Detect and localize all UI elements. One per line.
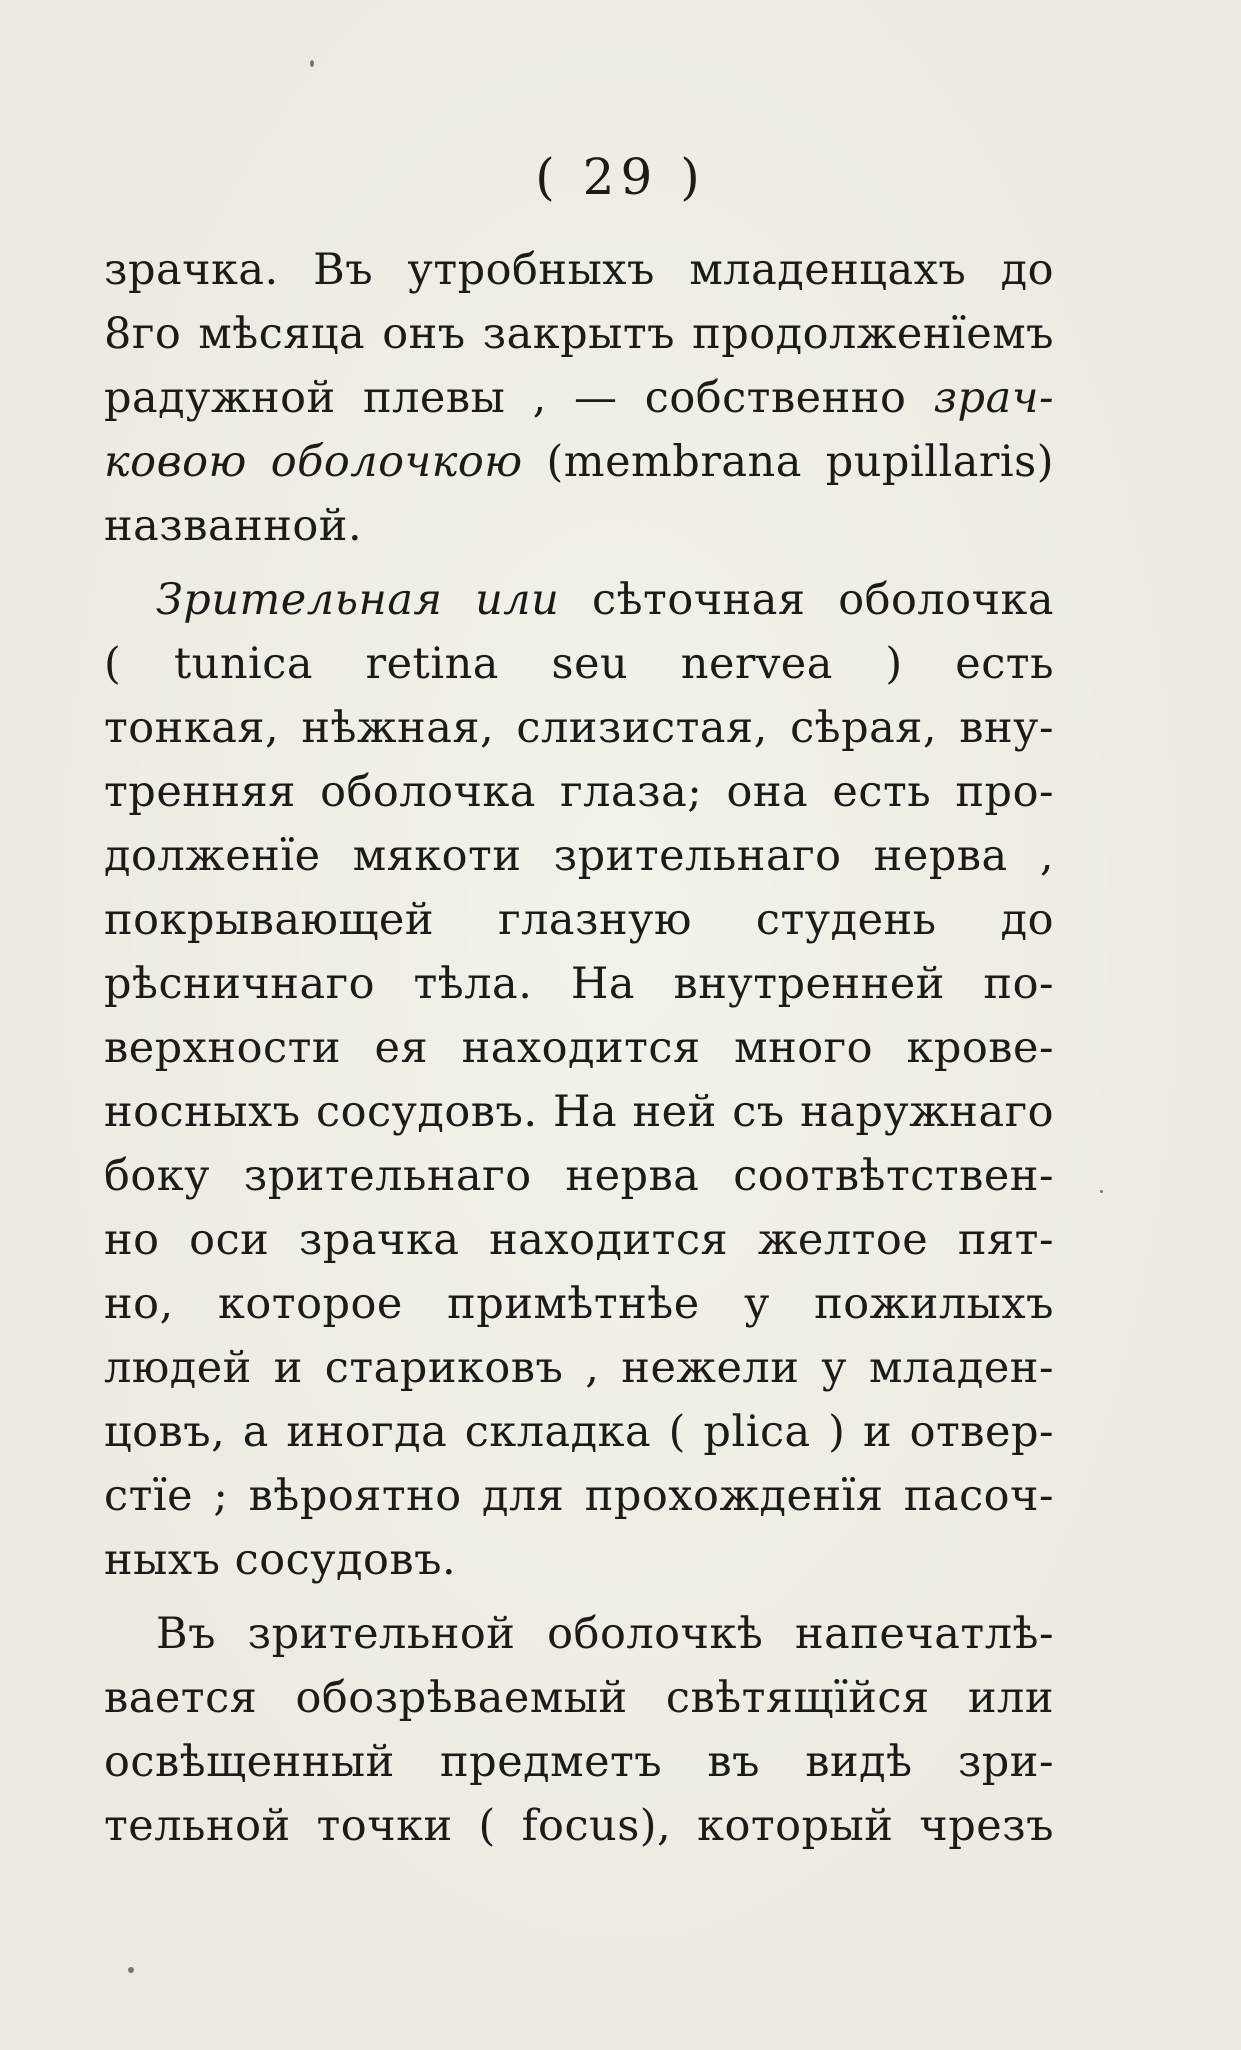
text-line: верхности ея находится много крове- bbox=[104, 1023, 1054, 1073]
paper-speck bbox=[310, 60, 314, 67]
italic-term: Зрительная или bbox=[156, 575, 560, 625]
text-line: тельной точки ( focus), который чрезъ bbox=[104, 1801, 1054, 1851]
italic-term: ковою оболочкою bbox=[104, 437, 523, 487]
paper-speck bbox=[1100, 1190, 1103, 1193]
text-line: ( tunica retina seu nervea ) есть bbox=[104, 639, 1054, 689]
text-line: стїе ; вѣроятно для прохожденїя пасоч- bbox=[104, 1471, 1054, 1521]
text-line: тренняя оболочка глаза; она есть про- bbox=[104, 767, 1054, 817]
text-line: тонкая, нѣжная, слизистая, сѣрая, вну- bbox=[104, 703, 1054, 753]
text-line: освѣщенный предметъ въ видѣ зри- bbox=[104, 1737, 1054, 1787]
text-line: боку зрительнаго нерва соотвѣтствен- bbox=[104, 1151, 1054, 1201]
text-line: носныхъ сосудовъ. На ней съ наружнаго bbox=[104, 1087, 1054, 1137]
body-text bbox=[104, 238, 1054, 1858]
text-line: покрывающей глазную студень до bbox=[104, 895, 1054, 945]
paper-speck bbox=[128, 1967, 134, 1973]
text-line: радужной плевы , — собственно зрач- bbox=[104, 373, 1054, 423]
text-line: вается обозрѣваемый свѣтящїйся или bbox=[104, 1673, 1054, 1723]
text-line: ковою оболочкою (membrana pupillaris) bbox=[104, 437, 1055, 487]
text-line: Зрительная или сѣточная оболочка bbox=[156, 575, 1055, 625]
text-line: но, которое примѣтнѣе у пожилыхъ bbox=[104, 1279, 1054, 1329]
text-line: 8го мѣсяца онъ закрытъ продолженїемъ bbox=[104, 309, 1054, 359]
text-line: зрачка. Въ утробныхъ младенцахъ до bbox=[104, 245, 1054, 295]
text-line: названной. bbox=[104, 501, 363, 551]
text-line: рѣсничнаго тѣла. На внутренней по- bbox=[104, 959, 1054, 1009]
page-number: ( 29 ) bbox=[535, 148, 706, 206]
text-line: ныхъ сосудовъ. bbox=[104, 1535, 457, 1585]
text-line: цовъ, а иногда складка ( plica ) и отвер- bbox=[104, 1407, 1054, 1457]
text-line: но оси зрачка находится желтое пят- bbox=[104, 1215, 1054, 1265]
italic-term: зрач- bbox=[933, 373, 1054, 423]
text-line: людей и стариковъ , нежели у младен- bbox=[104, 1343, 1054, 1393]
text-line: долженїе мякоти зрительнаго нерва , bbox=[104, 831, 1054, 881]
text-line: Въ зрительной оболочкѣ напечатлѣ- bbox=[156, 1609, 1054, 1659]
